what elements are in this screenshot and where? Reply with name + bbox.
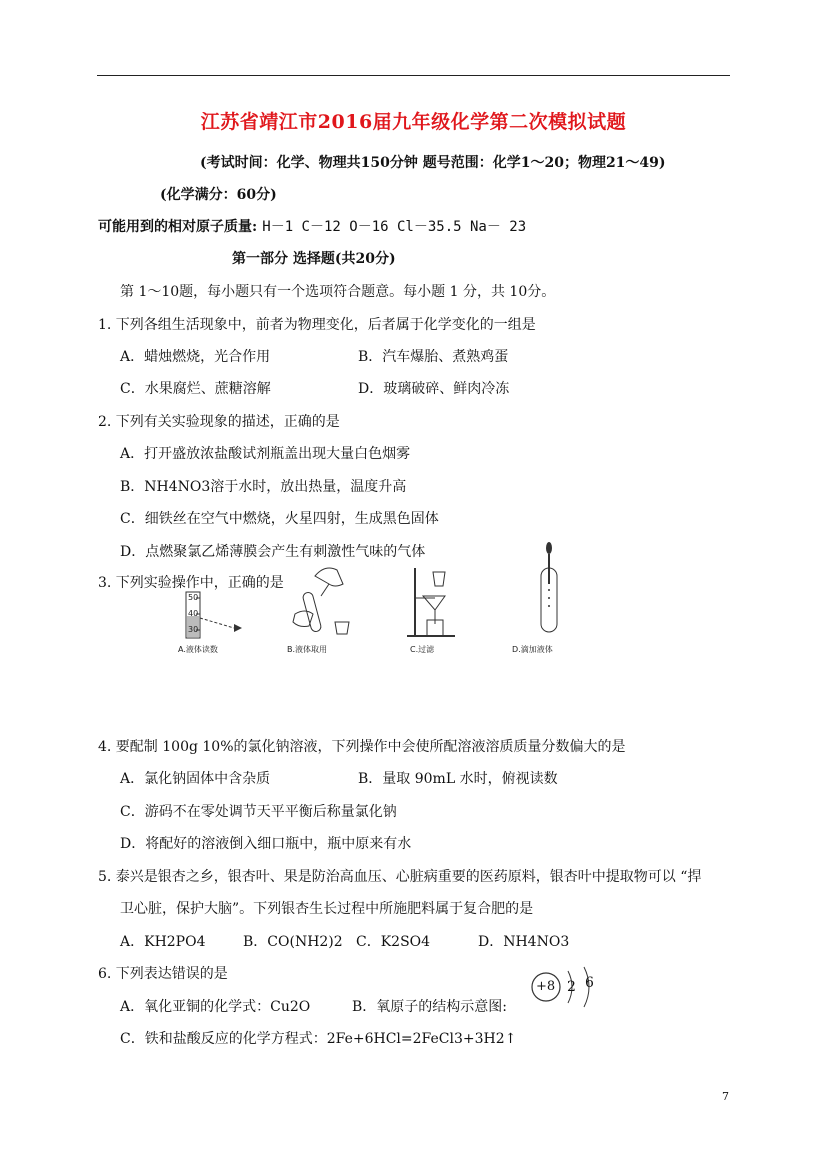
atom-shell-1: 2 (567, 979, 576, 995)
q5-option-a: A．KH2PO4 (120, 934, 206, 950)
atom-shell-2: 6 (585, 975, 594, 991)
scale-mark-50: 50 (188, 593, 199, 602)
q5-option-c: C．K2SO4 (356, 934, 431, 950)
figure-b-liquid-pouring (285, 562, 365, 642)
exam-time: (考试时间：化学、物理共150分钟 题号范围：化学1～20；物理21～49) (200, 155, 666, 171)
question-5-stem: 5. 泰兴是银杏之乡，银杏叶、果是防治高血压、心脏病重要的医药原料，银杏叶中提取物可以 “捍 (98, 869, 702, 885)
full-score: (化学满分：60分) (160, 187, 277, 203)
atom-nucleus-charge: +8 (536, 979, 556, 994)
q1-option-c: C．水果腐烂、蔗糖溶解 (120, 381, 271, 397)
figure-c-caption: C.过滤 (410, 645, 435, 654)
q6-option-c: C．铁和盐酸反应的化学方程式：2Fe+6HCl=2FeCl3+3H2↑ (120, 1031, 517, 1047)
section-instructions: 第 1～10题，每小题只有一个选项符合题意。每小题 1 分，共 10分。 (120, 284, 556, 300)
question-4-stem: 4. 要配制 100g 10%的氯化钠溶液，下列操作中会使所配溶液溶质质量分数偏大的是 (98, 739, 626, 755)
q6-option-b: B．氧原子的结构示意图: (352, 999, 508, 1015)
q2-option-d: D．点燃聚氯乙烯薄膜会产生有刺激性气味的气体 (120, 544, 426, 560)
page-number: 7 (722, 1090, 729, 1103)
atomic-mass-line (98, 216, 526, 236)
atomic-mass-label: 可能用到的相对原子质量: (98, 219, 258, 235)
q5-option-d: D．NH4NO3 (478, 934, 570, 950)
scale-mark-40: 40 (188, 609, 199, 618)
q4-option-d: D．将配好的溶液倒入细口瓶中，瓶中原来有水 (120, 836, 412, 852)
figure-a-caption: A.液体读数 (178, 645, 218, 654)
q2-option-a: A．打开盛放浓盐酸试剂瓶盖出现大量白色烟雾 (120, 446, 411, 462)
section-title: 第一部分 选择题(共20分) (232, 251, 396, 267)
q2-option-c: C．细铁丝在空气中燃烧，火星四射，生成黑色固体 (120, 511, 439, 527)
q4-option-a: A．氯化钠固体中含杂质 (120, 771, 271, 787)
question-2-stem: 2. 下列有关实验现象的描述，正确的是 (98, 414, 340, 430)
q5-option-b: B．CO(NH2)2 (243, 934, 343, 950)
q1-option-b: B．汽车爆胎、煮熟鸡蛋 (358, 349, 509, 365)
q1-option-d: D．玻璃破碎、鲜肉冷冻 (358, 381, 510, 397)
q4-option-b: B．量取 90mL 水时，俯视读数 (358, 771, 558, 787)
header-rule (97, 75, 730, 76)
q2-option-b: B．NH4NO3溶于水时，放出热量，温度升高 (120, 479, 407, 495)
scale-mark-30: 30 (188, 625, 199, 634)
question-1-stem: 1. 下列各组生活现象中，前者为物理变化，后者属于化学变化的一组是 (98, 317, 536, 333)
question-6-stem: 6. 下列表达错误的是 (98, 966, 228, 982)
question-5-stem-cont: 卫心脏，保护大脑”。下列银杏生长过程中所施肥料属于复合肥的是 (120, 901, 534, 917)
figure-d-caption: D.滴加液体 (512, 645, 553, 654)
q4-option-c: C．游码不在零处调节天平平衡后称量氯化钠 (120, 804, 397, 820)
q1-option-a: A．蜡烛燃烧，光合作用 (120, 349, 271, 365)
exam-title: 江苏省靖江市2016届九年级化学第二次模拟试题 (200, 111, 627, 133)
question-3-stem: 3. 下列实验操作中，正确的是 (98, 575, 284, 591)
atomic-mass-values: H－1 C－12 O－16 Cl－35.5 Na－ 23 (262, 219, 527, 235)
figure-c-filtration (405, 562, 465, 642)
figure-d-dropper (532, 540, 572, 640)
figure-b-caption: B.液体取用 (287, 645, 328, 654)
q6-option-a: A．氧化亚铜的化学式：Cu2O (120, 999, 311, 1015)
